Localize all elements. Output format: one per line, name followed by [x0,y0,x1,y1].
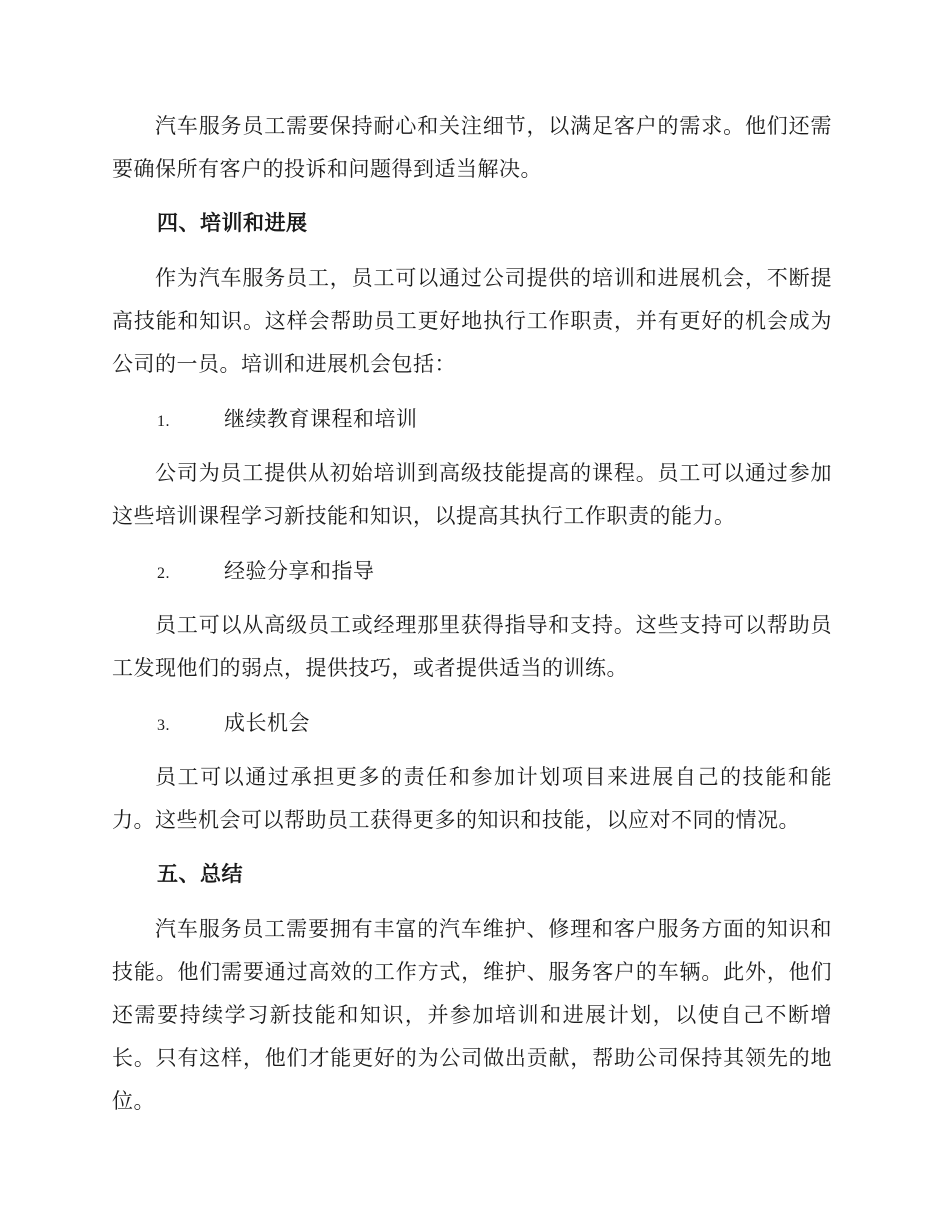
section-heading-summary: 五、总结 [157,862,243,886]
paragraph-training-intro: 作为汽车服务员工，员工可以通过公司提供的培训和进展机会，不断提高技能和知识。这样会帮助员工更好地执行工作职责，并有更好的机会成为公司的一员。培训和进展机会包括： [112,266,832,376]
paragraph-growth: 员工可以通过承担更多的责任和参加计划项目来进展自己的技能和能力。这些机会可以帮助员工获得更多的知识和技能，以应对不同的情况。 [112,765,832,832]
list-item-label: 继续教育课程和培训 [224,407,418,431]
list-item-1 [157,404,418,437]
paragraph-patience: 汽车服务员工需要保持耐心和关注细节，以满足客户的需求。他们还需要确保所有客户的投诉和问题得到适当解决。 [112,114,832,181]
paragraph-mentoring: 员工可以从高级员工或经理那里获得指导和支持。这些支持可以帮助员工发现他们的弱点，提供技巧，或者提供适当的训练。 [112,613,832,680]
section-heading-training: 四、培训和进展 [157,211,308,235]
list-item-3 [157,708,310,741]
list-number: 2. [157,565,170,582]
paragraph-summary: 汽车服务员工需要拥有丰富的汽车维护、修理和客户服务方面的知识和技能。他们需要通过高效的工作方式，维护、服务客户的车辆。此外，他们还需要持续学习新技能和知识，并参加培训和进展计划，以使自己不断增长。只有这样，他们才能更好的为公司做出贡献，帮助公司保持其领先的地位。 [112,917,832,1113]
list-item-2 [157,556,375,589]
paragraph-continuing-education: 公司为员工提供从初始培训到高级技能提高的课程。员工可以通过参加这些培训课程学习新技能和知识，以提高其执行工作职责的能力。 [112,461,832,528]
list-number: 1. [157,413,170,430]
list-item-label: 经验分享和指导 [224,559,375,583]
list-number: 3. [157,717,170,734]
list-item-label: 成长机会 [224,711,310,735]
